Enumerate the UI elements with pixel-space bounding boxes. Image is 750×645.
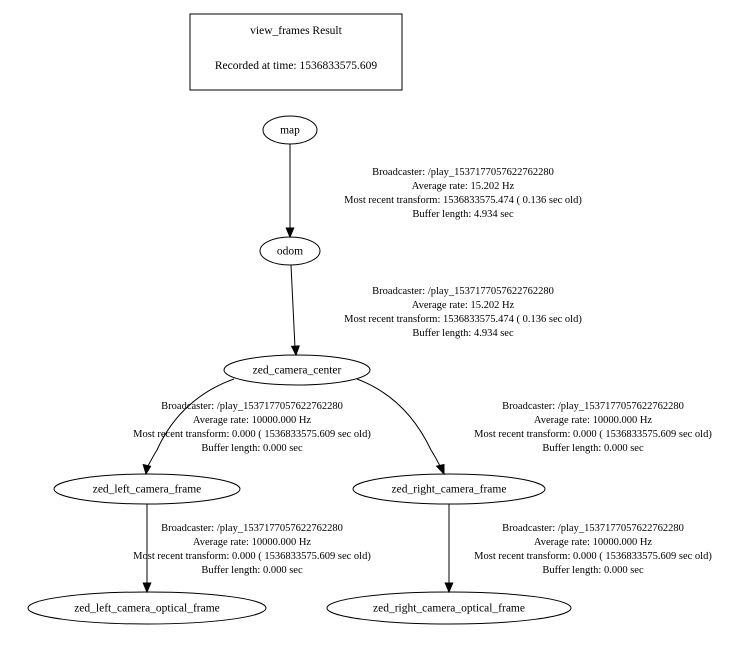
edge-odom-center-arrow — [292, 346, 300, 355]
edge-odom-center-line-0: Broadcaster: /play_1537177057622762280 — [372, 286, 554, 297]
edge-odom-center — [291, 265, 295, 348]
edge-center-right-line-0: Broadcaster: /play_1537177057622762280 — [502, 401, 684, 412]
edge-center-right-line-1: Average rate: 10000.000 Hz — [533, 415, 653, 426]
node-odom-label: odom — [276, 245, 304, 258]
node-zed-left-camera-optical-frame-label: zed_left_camera_optical_frame — [74, 602, 220, 615]
edge-map-odom-line-2: Most recent transform: 1536833575.474 ( 0.136 sec old) — [344, 195, 582, 206]
edge-right-right-optical-line-0: Broadcaster: /play_1537177057622762280 — [502, 523, 684, 534]
edge-odom-center-line-2: Most recent transform: 1536833575.474 ( 0.136 sec old) — [344, 314, 582, 325]
edge-left-left-optical-line-0: Broadcaster: /play_1537177057622762280 — [161, 523, 343, 534]
edge-center-right — [357, 379, 441, 468]
edge-map-odom-line-0: Broadcaster: /play_1537177057622762280 — [372, 167, 554, 178]
node-zed-right-camera-frame-label: zed_right_camera_frame — [391, 483, 507, 496]
edge-center-right-line-2: Most recent transform: 0.000 ( 1536833575.609 sec old) — [474, 429, 712, 440]
edge-right-right-optical-line-3: Buffer length: 0.000 sec — [542, 565, 644, 576]
edge-map-odom-line-3: Buffer length: 4.934 sec — [412, 209, 514, 220]
edge-center-left-line-2: Most recent transform: 0.000 ( 1536833575.609 sec old) — [133, 429, 371, 440]
edge-map-odom-arrow — [286, 228, 294, 237]
edge-odom-center-line-1: Average rate: 15.202 Hz — [411, 300, 515, 311]
node-map-label: map — [280, 124, 300, 137]
edge-right-right-optical-line-1: Average rate: 10000.000 Hz — [533, 537, 653, 548]
edge-odom-center-line-3: Buffer length: 4.934 sec — [412, 328, 514, 339]
edge-center-left-line-3: Buffer length: 0.000 sec — [201, 443, 303, 454]
edge-center-right-line-3: Buffer length: 0.000 sec — [542, 443, 644, 454]
node-zed-left-camera-frame-label: zed_left_camera_frame — [92, 483, 202, 496]
edge-left-left-optical-line-3: Buffer length: 0.000 sec — [201, 565, 303, 576]
edge-center-left-arrow — [143, 465, 150, 474]
edge-right-right-optical-line-2: Most recent transform: 0.000 ( 1536833575.609 sec old) — [474, 551, 712, 562]
edge-left-left-optical-line-1: Average rate: 10000.000 Hz — [192, 537, 312, 548]
node-zed-camera-center-label: zed_camera_center — [252, 364, 342, 377]
node-zed-right-camera-optical-frame-label: zed_right_camera_optical_frame — [373, 602, 525, 615]
edge-map-odom-line-1: Average rate: 15.202 Hz — [411, 181, 515, 192]
edge-center-right-arrow — [437, 465, 444, 475]
edge-left-left-optical-arrow — [143, 583, 151, 592]
edge-center-left-line-1: Average rate: 10000.000 Hz — [192, 415, 312, 426]
edge-center-left-line-0: Broadcaster: /play_1537177057622762280 — [161, 401, 343, 412]
edge-left-left-optical-line-2: Most recent transform: 0.000 ( 1536833575.609 sec old) — [133, 551, 371, 562]
header-recorded-time: Recorded at time: 1536833575.609 — [214, 60, 378, 72]
edge-right-right-optical-arrow — [445, 583, 453, 592]
header-title: view_frames Result — [250, 25, 342, 37]
